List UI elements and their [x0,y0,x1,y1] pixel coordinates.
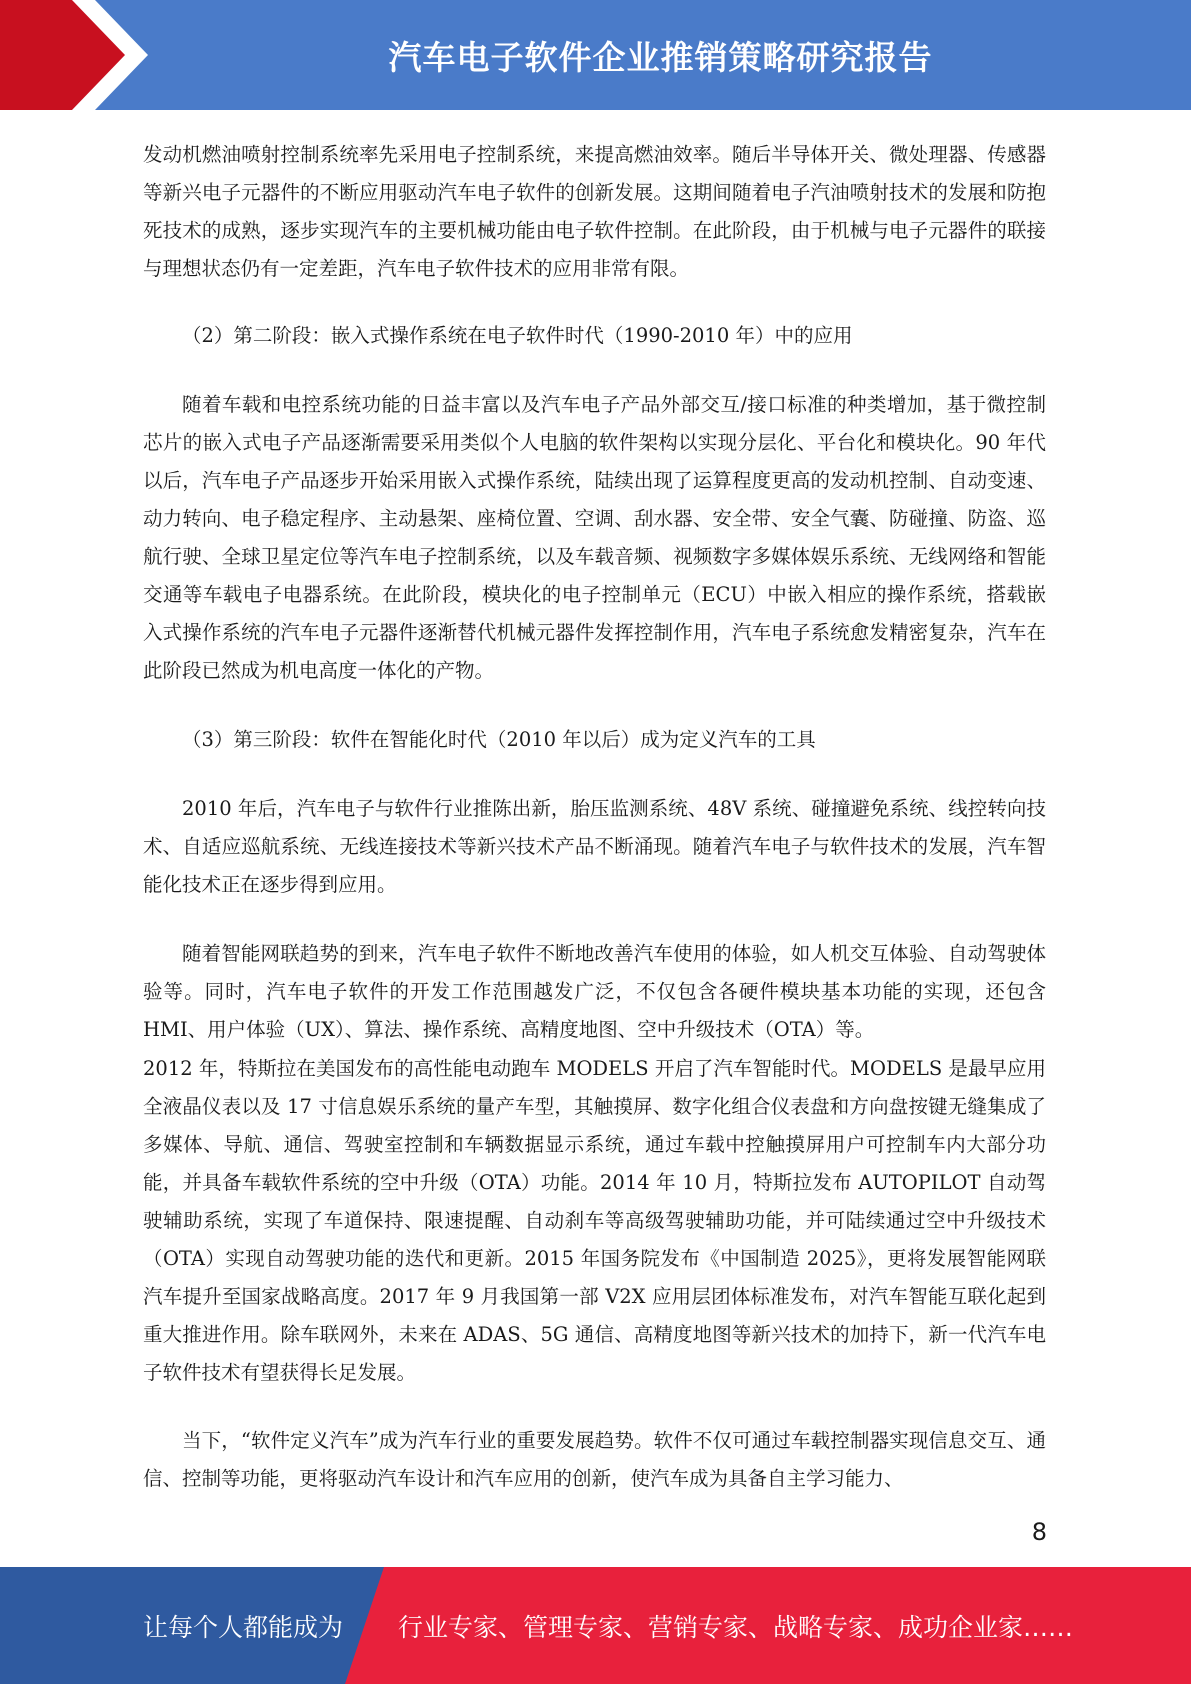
header-chevron-icon [0,0,160,110]
paragraph-stage3-intro: 2010 年后，汽车电子与软件行业推陈出新，胎压监测系统、48V 系统、碰撞避免系统、线控转向技术、自适应巡航系统、无线连接技术等新兴技术产品不断涌现。随着汽车电子与软件技术的发展，汽车智能化技术正在逐步得到应用。 [143,797,1046,896]
page-footer [0,1567,1191,1684]
page-header [0,0,1191,110]
paragraph-tesla-history: 2012 年，特斯拉在美国发布的高性能电动跑车 MODELS 开启了汽车智能时代。MODELS 是最早应用全液晶仪表以及 17 寸信息娱乐系统的量产车型，其触摸屏、数字化组合仪表盘和方向盘按键无缝集成了多媒体、导航、通信、驾驶室控制和车辆数据显示系统，通过车载中控触摸屏用户可控制车内大部分功能，并具备车载软件系统的空中升级（OTA）功能。2014 年 10 月，特斯拉发布 AUTOPILOT 自动驾驶辅助系统，实现了车道保持、限速提醒、自动刹车等高级驾驶辅助功能，并可陆续通过空中升级技术（OTA）实现自动驾驶功能的迭代和更新。2015 年国务院发布《中国制造 2025》，更将发展智能网联汽车提升至国家战略高度。2017 年 9 月我国第一部 V2X 应用层团体标准发布，对汽车智能互联化起到重大推进作用。除车联网外，未来在 ADAS、5G 通信、高精度地图等新兴技术的加持下，新一代汽车电子软件技术有望获得长足发展。 [143,1057,1046,1384]
footer-slogan-right: 行业专家、管理专家、营销专家、战略专家、成功企业家…… [398,1612,1074,1642]
paragraph-stage1-cont: 发动机燃油喷射控制系统率先采用电子控制系统，来提高燃油效率。随后半导体开关、微处理器、传感器等新兴电子元器件的不断应用驱动汽车电子软件的创新发展。这期间随着电子汽油喷射技术的发展和防抱死技术的成熟，逐步实现汽车的主要机械功能由电子软件控制。在此阶段，由于机械与电子元器件的联接与理想状态仍有一定差距，汽车电子软件技术的应用非常有限。 [143,143,1046,280]
page-number: 8 [1031,1518,1047,1546]
footer-slogan-left: 让每个人都能成为 [143,1612,344,1642]
paragraph-software-defined-car: 当下，“软件定义汽车”成为汽车行业的重要发展趋势。软件不仅可通过车载控制器实现信息交互、通信、控制等功能，更将驱动汽车设计和汽车应用的创新，使汽车成为具备自主学习能力、 [143,1429,1046,1490]
heading-stage2: （2）第二阶段：嵌入式操作系统在电子软件时代（1990-2010 年）中的应用 [182,324,853,347]
paragraph-stage2: 随着车载和电控系统功能的日益丰富以及汽车电子产品外部交互/接口标准的种类增加，基于微控制芯片的嵌入式电子产品逐渐需要采用类似个人电脑的软件架构以实现分层化、平台化和模块化。90 年代以后，汽车电子产品逐步开始采用嵌入式操作系统，陆续出现了运算程度更高的发动机控制、自动变速、动力转向、电子稳定程序、主动悬架、座椅位置、空调、刮水器、安全带、安全气囊、防碰撞、防盗、巡航行驶、全球卫星定位等汽车电子控制系统，以及车载音频、视频数字多媒体娱乐系统、无线网络和智能交通等车载电子电器系统。在此阶段，模块化的电子控制单元（ECU）中嵌入相应的操作系统，搭载嵌入式操作系统的汽车电子元器件逐渐替代机械元器件发挥控制作用，汽车电子系统愈发精密复杂，汽车在此阶段已然成为机电高度一体化的产物。 [143,393,1046,682]
heading-stage3: （3）第三阶段：软件在智能化时代（2010 年以后）成为定义汽车的工具 [182,728,816,751]
paragraph-intelligent-connected: 随着智能网联趋势的到来，汽车电子软件不断地改善汽车使用的体验，如人机交互体验、自动驾驶体验等。同时，汽车电子软件的开发工作范围越发广泛，不仅包含各硬件模块基本功能的实现，还包含 HMI、用户体验（UX）、算法、操作系统、高精度地图、空中升级技术（OTA）等。 [143,942,1046,1041]
document-title: 汽车电子软件企业推销策略研究报告 [388,37,933,77]
